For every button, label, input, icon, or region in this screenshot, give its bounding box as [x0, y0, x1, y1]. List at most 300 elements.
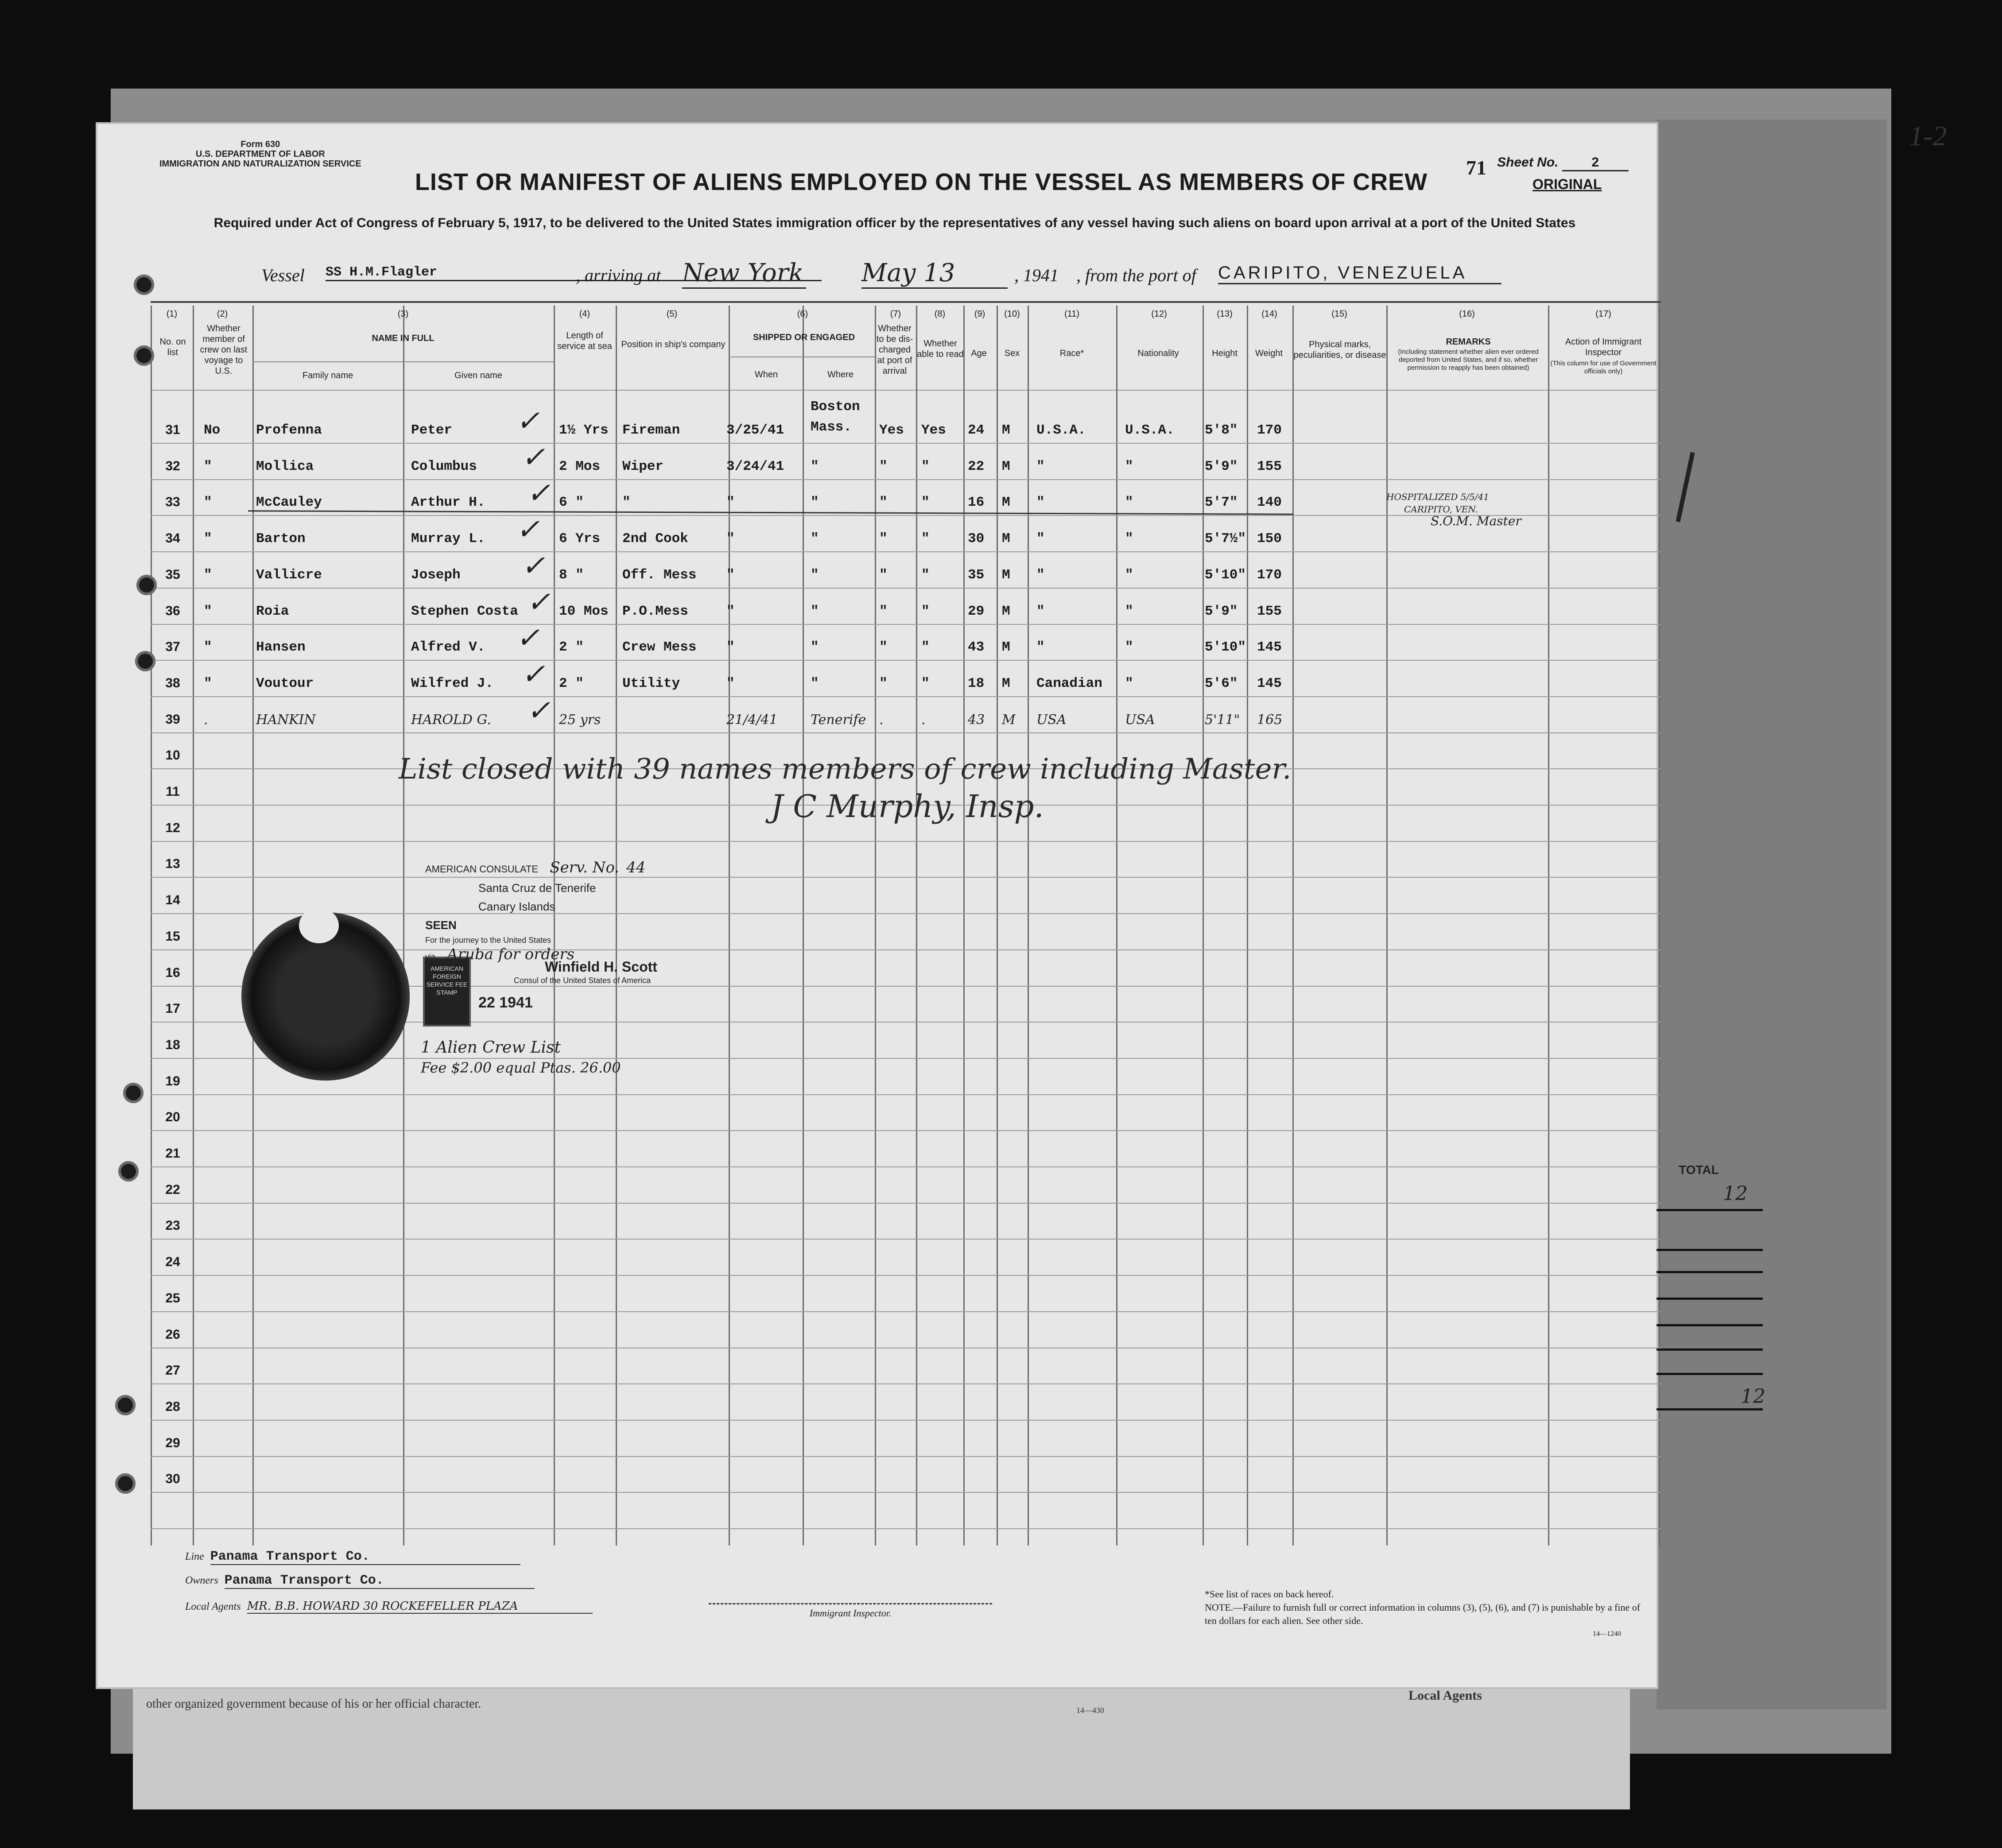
row-service: 2 "	[559, 639, 584, 655]
row-number: 20	[165, 1110, 180, 1125]
header-shipped-engaged: SHIPPED OR ENGAGED	[753, 333, 855, 342]
row-rule	[151, 1456, 1661, 1457]
row-height: 5'7"	[1205, 495, 1238, 511]
row-discharged: .	[879, 712, 884, 728]
row-discharged: "	[879, 567, 888, 583]
page-subtitle: Required under Act of Congress of February 5, 1917, to be delivered to the United States immigration officer by the representatives of any vessel having such aliens on board upon arrival at a port of the United States	[213, 216, 1576, 230]
header-when: When	[754, 370, 778, 380]
row-weight: 150	[1257, 531, 1282, 547]
row-given: Stephen Costa	[411, 603, 518, 619]
column-number: (8)	[934, 309, 946, 319]
row-nationality: "	[1125, 495, 1133, 511]
row-read: "	[921, 458, 930, 474]
row-nationality: USA	[1125, 712, 1155, 728]
row-rule	[151, 1094, 1661, 1095]
row-given: Murray L.	[411, 531, 485, 547]
row-height: 5'7½"	[1205, 531, 1246, 547]
punch-hole	[115, 1395, 136, 1415]
row-number: 16	[165, 965, 180, 980]
total-rule-6	[1657, 1348, 1763, 1351]
column-rule	[1292, 306, 1294, 1546]
row-given: HAROLD G.	[411, 712, 491, 728]
header-age: Age	[971, 349, 987, 358]
check-mark-icon: ✓	[521, 441, 545, 474]
row-age: 30	[968, 531, 985, 547]
row-discharged: "	[879, 531, 888, 547]
agents-value: MR. B.B. HOWARD 30 ROCKEFELLER PLAZA	[247, 1600, 593, 1614]
row-when: 3/24/41	[726, 458, 784, 474]
row-when: "	[726, 531, 735, 547]
column-rule	[151, 306, 152, 1546]
row-when: "	[726, 603, 735, 619]
header-list-number: No. on list	[159, 337, 186, 357]
column-number: (12)	[1151, 309, 1167, 319]
row-position: Fireman	[622, 422, 680, 438]
row-weight: 170	[1257, 422, 1282, 438]
form-code: 14—1240	[1593, 1630, 1621, 1638]
row-height: 5'9"	[1205, 458, 1238, 474]
row-rule	[151, 1528, 1661, 1529]
totals-header: TOTAL	[1679, 1163, 1719, 1177]
row-read: "	[921, 495, 930, 511]
row-rule	[151, 696, 1661, 697]
header-sex: Sex	[1004, 349, 1020, 358]
row-height: 5'11"	[1205, 712, 1240, 728]
row-nationality: "	[1125, 458, 1133, 474]
row-sex: M	[1002, 675, 1010, 691]
row-no: 37	[165, 639, 180, 655]
total-rule-4	[1657, 1298, 1763, 1300]
row-no: 34	[165, 531, 180, 546]
column-number: (9)	[974, 309, 985, 319]
row-race: U.S.A.	[1036, 422, 1086, 438]
row-rule	[151, 660, 1661, 661]
column-rule	[1028, 306, 1029, 1546]
row-race: "	[1036, 639, 1045, 655]
row-rule	[151, 1311, 1661, 1312]
row-service: 2 Mos	[559, 458, 601, 474]
row-read: "	[921, 531, 930, 547]
consulate-stamp	[425, 858, 645, 966]
row-no: 35	[165, 567, 180, 582]
row-race: "	[1036, 458, 1045, 474]
punch-hole	[115, 1473, 136, 1494]
owners-label: Owners	[185, 1575, 218, 1586]
row-age: 43	[968, 712, 985, 728]
header-bottom-rule	[151, 390, 1661, 391]
vessel-label: Vessel	[261, 265, 305, 285]
row-family: Mollica	[256, 458, 314, 474]
row-position: P.O.Mess	[622, 603, 688, 619]
row-rule	[151, 588, 1661, 589]
row-number: 21	[165, 1146, 180, 1161]
punch-hole	[123, 1083, 144, 1103]
row-where: "	[811, 567, 819, 583]
penalty-note: NOTE.—Failure to furnish full or correct information in columns (3), (5), (6), and (7) is punishable by a fine of ten dollars for each alien. See other side.	[1205, 1602, 1641, 1626]
column-number: (10)	[1004, 309, 1020, 319]
column-rule	[803, 306, 804, 1546]
adjacent-sheet	[1657, 120, 1887, 1709]
column-rule	[963, 306, 965, 1546]
column-rule	[729, 306, 730, 1546]
row-number: 24	[165, 1255, 180, 1270]
row-rule	[151, 1239, 1661, 1240]
row-last: "	[204, 531, 212, 547]
inspector-signature: J C Murphy, Insp.	[771, 788, 1044, 825]
consulate-header: AMERICAN CONSULATE	[425, 864, 539, 875]
column-rule	[997, 306, 998, 1546]
row-race: "	[1036, 603, 1045, 619]
row-sex: M	[1002, 567, 1010, 583]
row-nationality: U.S.A.	[1125, 422, 1175, 438]
row-given: Joseph	[411, 567, 461, 583]
row-discharged: "	[879, 639, 888, 655]
total-rule-2	[1657, 1249, 1763, 1251]
row-rule	[151, 841, 1661, 842]
row-family: Roia	[256, 603, 289, 619]
row-nationality: "	[1125, 567, 1133, 583]
back-sheet-edge	[133, 1674, 1630, 1809]
row-no: 39	[165, 712, 180, 727]
row-height: 5'6"	[1205, 675, 1238, 691]
check-mark-icon: ✓	[527, 585, 551, 619]
row-where: "	[811, 603, 819, 619]
sheet-number-label: Sheet No.	[1497, 155, 1559, 170]
row-last: "	[204, 458, 212, 474]
row-number: 30	[165, 1472, 180, 1487]
agents-label: Local Agents	[185, 1601, 241, 1612]
row-last: "	[204, 567, 212, 583]
row-where: "	[811, 495, 819, 511]
row-given: Columbus	[411, 458, 477, 474]
departure-port: CARIPITO, VENEZUELA	[1218, 263, 1502, 284]
row-position: 2nd Cook	[622, 531, 688, 547]
row-weight: 165	[1257, 712, 1283, 728]
total-rule-1	[1657, 1209, 1763, 1211]
closing-note: List closed with 39 names members of crew including Master.	[399, 753, 1292, 786]
column-rule	[875, 306, 876, 1546]
row-age: 22	[968, 458, 985, 474]
row-33-remark-1: HOSPITALIZED 5/5/41	[1386, 492, 1490, 502]
back-sheet-code: 14—430	[1076, 1706, 1104, 1715]
row-nationality: "	[1125, 675, 1133, 691]
row-position: Off. Mess	[622, 567, 697, 583]
journey-label: For the journey to the United States	[425, 936, 551, 945]
row-where: "	[811, 675, 819, 691]
row-discharged: Yes	[879, 422, 904, 438]
back-sheet-local-agents: Local Agents	[1408, 1688, 1482, 1703]
row-family: HANKIN	[256, 712, 316, 728]
row-read: "	[921, 639, 930, 655]
row-when: "	[726, 495, 735, 511]
column-rule	[193, 306, 194, 1546]
row-number: 19	[165, 1073, 180, 1089]
row-rule	[151, 443, 1661, 444]
row-discharged: "	[879, 495, 888, 511]
column-number: (2)	[217, 309, 228, 319]
consul-date: 22 1941	[478, 994, 533, 1011]
consul-title: Consul of the United States of America	[514, 976, 651, 985]
row-discharged: "	[879, 458, 888, 474]
column-number: (4)	[579, 309, 590, 319]
row-height: 5'8"	[1205, 422, 1238, 438]
total-bottom-value: 12	[1741, 1385, 1765, 1408]
row-where: Boston Mass.	[811, 399, 860, 435]
row-service: 8 "	[559, 567, 584, 583]
row-height: 5'10"	[1205, 639, 1246, 655]
sheet-number: 2	[1562, 155, 1629, 171]
vessel-name: SS H.M.Flagler	[326, 265, 822, 281]
column-number: (14)	[1261, 309, 1277, 319]
owners-value: Panama Transport Co.	[225, 1573, 535, 1589]
check-mark-icon: ✓	[516, 513, 540, 546]
punch-hole	[118, 1161, 139, 1182]
total-rule-8	[1657, 1408, 1763, 1410]
back-sheet-footer: other organized government because of his or her official character.	[146, 1697, 481, 1711]
inspector-signature-line	[709, 1603, 992, 1604]
row-service: 10 Mos	[559, 603, 609, 619]
sheet-stamp-number: 71	[1466, 156, 1486, 179]
header-race: Race*	[1059, 349, 1084, 358]
row-weight: 140	[1257, 495, 1282, 511]
check-mark-icon: ✓	[516, 405, 540, 438]
consul-name: Winfield H. Scott	[545, 959, 657, 975]
row-number: 22	[165, 1182, 180, 1197]
row-discharged: "	[879, 675, 888, 691]
footer-note	[1205, 1588, 1648, 1641]
page-title: LIST OR MANIFEST OF ALIENS EMPLOYED ON THE VESSEL AS MEMBERS OF CREW	[415, 169, 1428, 195]
row-when: "	[726, 675, 735, 691]
row-position: Wiper	[622, 458, 664, 474]
header-where: Where	[827, 370, 854, 380]
row-rule	[151, 1166, 1661, 1167]
row-33-remark-3: S.O.M. Master	[1431, 514, 1521, 528]
row-last: .	[204, 712, 208, 728]
consular-seal	[241, 912, 410, 1081]
row-age: 43	[968, 639, 985, 655]
serv-label: Serv. No.	[550, 859, 620, 876]
row-rule	[151, 1420, 1661, 1421]
row-sex: M	[1002, 639, 1010, 655]
row-given: Arthur H.	[411, 495, 485, 511]
row-number: 10	[165, 748, 180, 763]
row-race: USA	[1036, 712, 1067, 728]
original-copy-label: ORIGINAL	[1533, 176, 1602, 192]
row-number: 15	[165, 929, 180, 944]
row-number: 18	[165, 1037, 180, 1052]
row-last: "	[204, 603, 212, 619]
row-where: Tenerife	[811, 712, 866, 728]
check-mark-icon: ✓	[516, 622, 540, 655]
row-position: "	[622, 495, 631, 511]
row-service: 6 Yrs	[559, 531, 601, 547]
row-number: 17	[165, 1001, 180, 1016]
row-no: 31	[165, 422, 180, 437]
column-number: (13)	[1217, 309, 1233, 319]
fee-note-1: 1 Alien Crew List	[421, 1038, 561, 1057]
row-family: McCauley	[256, 495, 322, 511]
row-race: Canadian	[1036, 675, 1102, 691]
arrival-port: New York	[682, 259, 806, 289]
row-where: "	[811, 639, 819, 655]
header-position: Position in ship's company	[621, 340, 726, 349]
row-given: Peter	[411, 422, 453, 438]
column-number: (15)	[1331, 309, 1347, 319]
row-no: 36	[165, 603, 180, 618]
row-sex: M	[1002, 495, 1010, 511]
row-race: "	[1036, 495, 1045, 511]
column-rule	[252, 306, 254, 1546]
races-note: *See list of races on back hereof.	[1205, 1588, 1334, 1600]
row-height: 5'9"	[1205, 603, 1238, 619]
column-number: (1)	[166, 309, 178, 319]
row-family: Hansen	[256, 639, 306, 655]
punch-hole	[135, 651, 155, 671]
consulate-islands: Canary Islands	[478, 900, 555, 913]
row-last: "	[204, 495, 212, 511]
check-mark-icon: ✓	[521, 658, 545, 691]
row-service: 1½ Yrs	[559, 422, 609, 438]
table-top-rule	[151, 301, 1661, 303]
via-label: via	[425, 952, 436, 961]
row-weight: 155	[1257, 458, 1282, 474]
row-race: "	[1036, 531, 1045, 547]
row-service: 6 "	[559, 495, 584, 511]
punch-hole	[136, 575, 157, 595]
column-rule	[1548, 306, 1549, 1546]
header-last-voyage: Whether member of crew on last voyage to U.S.	[200, 324, 248, 376]
row-nationality: "	[1125, 603, 1133, 619]
row-sex: M	[1002, 712, 1016, 728]
line-label: Line	[185, 1551, 204, 1562]
row-weight: 155	[1257, 603, 1282, 619]
row-family: Vallicre	[256, 567, 322, 583]
shipped-subheader-rule	[731, 356, 877, 357]
department-name: U.S. DEPARTMENT OF LABOR	[195, 149, 325, 159]
form-number: Form 630	[241, 139, 280, 149]
column-rule	[1247, 306, 1248, 1546]
row-when: 21/4/41	[726, 712, 778, 728]
footer-owners	[185, 1573, 535, 1589]
header-height: Height	[1212, 349, 1238, 358]
row-number: 29	[165, 1435, 180, 1450]
row-age: 24	[968, 422, 985, 438]
row-family: Barton	[256, 531, 306, 547]
row-rule	[151, 1130, 1661, 1131]
header-able-read: Whether able to read	[917, 339, 964, 359]
row-33-remark-2: CARIPITO, VEN.	[1404, 504, 1478, 515]
immigrant-inspector-label: Immigrant Inspector.	[809, 1608, 892, 1619]
row-age: 18	[968, 675, 985, 691]
total-rule-7	[1657, 1373, 1763, 1375]
row-service: 2 "	[559, 675, 584, 691]
row-no: 32	[165, 458, 180, 473]
row-weight: 145	[1257, 675, 1282, 691]
row-no: 38	[165, 675, 180, 690]
row-number: 25	[165, 1290, 180, 1306]
fee-stamp-text: AMERICAN FOREIGN SERVICE FEE STAMP	[426, 965, 468, 996]
row-nationality: "	[1125, 531, 1133, 547]
row-family: Profenna	[256, 422, 322, 438]
row-given: Alfred V.	[411, 639, 485, 655]
row-read: "	[921, 675, 930, 691]
row-rule	[151, 913, 1661, 914]
footer-line	[185, 1549, 520, 1565]
check-mark-icon: ✓	[527, 694, 551, 727]
row-sex: M	[1002, 458, 1010, 474]
column-number: (7)	[890, 309, 901, 319]
row-age: 29	[968, 603, 985, 619]
row-position: Utility	[622, 675, 680, 691]
row-number: 23	[165, 1218, 180, 1233]
row-where: "	[811, 531, 819, 547]
corner-note: 1-2	[1909, 120, 1947, 151]
header-remarks-note: (Including statement whether alien ever ordered deported from United States, and if so, whether permission to reapply has been obtained)	[1398, 348, 1539, 372]
column-number: (3)	[397, 309, 409, 319]
row-rule	[151, 551, 1661, 552]
row-read: Yes	[921, 422, 946, 438]
column-number: (5)	[666, 309, 678, 319]
row-last: "	[204, 675, 212, 691]
column-number: (17)	[1595, 309, 1611, 319]
header-nationality: Nationality	[1137, 349, 1179, 358]
row-when: "	[726, 639, 735, 655]
total-rule-3	[1657, 1271, 1763, 1273]
row-age: 35	[968, 567, 985, 583]
row-rule	[151, 732, 1661, 733]
column-number: (6)	[797, 309, 808, 319]
row-sex: M	[1002, 531, 1010, 547]
row-when: "	[726, 567, 735, 583]
row-family: Voutour	[256, 675, 314, 691]
row-number: 12	[165, 820, 180, 835]
arrival-date: May 13	[861, 259, 1008, 289]
name-subheader-rule	[252, 361, 554, 362]
seal-tear	[299, 908, 339, 943]
row-weight: 145	[1257, 639, 1282, 655]
fee-stamp	[423, 957, 471, 1027]
column-number: (16)	[1459, 309, 1475, 319]
row-number: 26	[165, 1327, 180, 1342]
header-inspector-action: Action of Immigrant Inspector	[1565, 337, 1642, 357]
row-rule	[151, 877, 1661, 878]
consulate-place: Santa Cruz de Tenerife	[478, 881, 596, 895]
sheet-number-field	[1497, 155, 1629, 171]
row-read: .	[921, 712, 926, 728]
header-name-in-full: NAME IN FULL	[372, 333, 435, 343]
row-no: 33	[165, 495, 180, 510]
row-where: "	[811, 458, 819, 474]
header-family-name: Family name	[302, 371, 353, 380]
row-read: "	[921, 603, 930, 619]
row-nationality: "	[1125, 639, 1133, 655]
row-discharged: "	[879, 603, 888, 619]
row-last: "	[204, 639, 212, 655]
header-discharged: Whether to be dis-charged at port of arrival	[876, 324, 913, 376]
header-remarks: REMARKS	[1446, 337, 1491, 347]
check-mark-icon: ✓	[527, 477, 551, 510]
row-sex: M	[1002, 603, 1010, 619]
row-number: 27	[165, 1363, 180, 1378]
column-number: (11)	[1064, 309, 1080, 319]
check-mark-icon: ✓	[521, 549, 545, 582]
total-top-value: 12	[1723, 1182, 1748, 1205]
service-name: IMMIGRATION AND NATURALIZATION SERVICE	[159, 159, 361, 169]
row-weight: 170	[1257, 567, 1282, 583]
footer-agents	[185, 1600, 593, 1614]
column-rule	[1659, 306, 1660, 1546]
total-rule-5	[1657, 1324, 1763, 1326]
